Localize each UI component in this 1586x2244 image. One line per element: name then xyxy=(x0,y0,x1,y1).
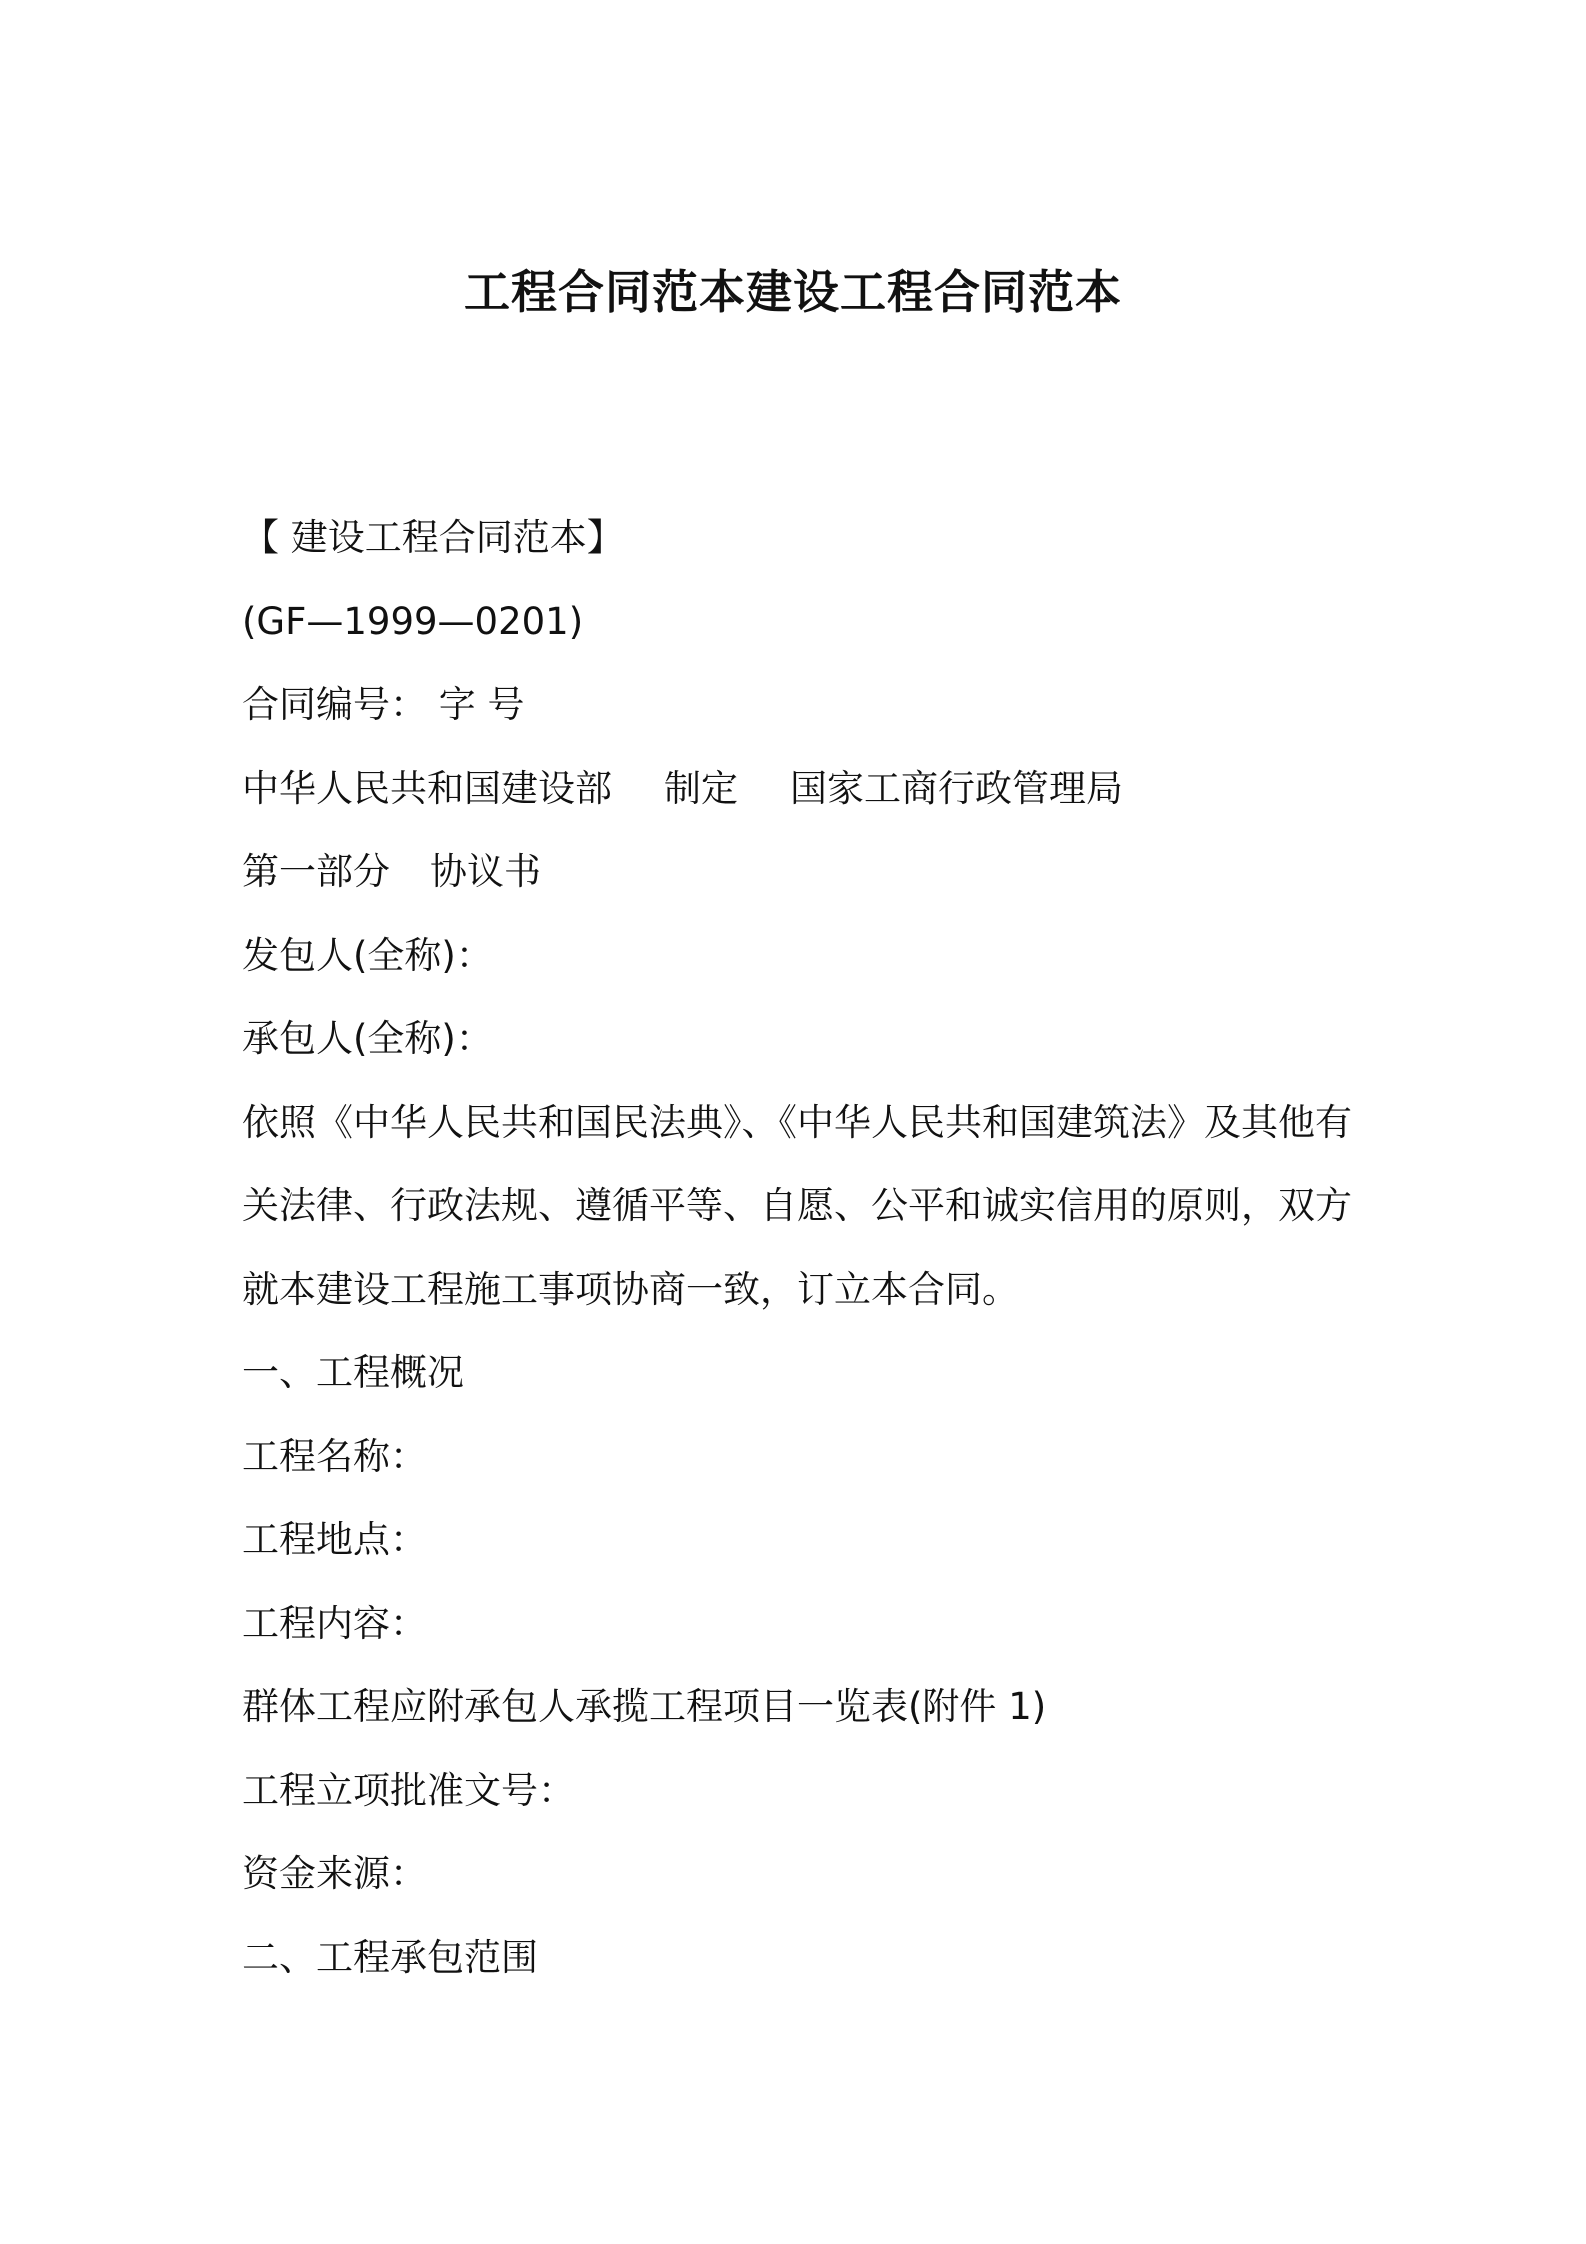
funding-source-field: 资金来源： xyxy=(242,1852,427,1895)
document-title: 工程合同范本建设工程合同范本 xyxy=(464,265,1122,319)
employer-field: 发包人(全称)： xyxy=(242,933,493,977)
group-project-note: 群体工程应附承包人承揽工程项目一览表(附件 1) xyxy=(242,1685,1047,1728)
issuer-line xyxy=(242,747,1352,831)
part-label: 第一部分 xyxy=(242,850,390,893)
project-content-field: 工程内容： xyxy=(242,1601,427,1645)
part-name: 协议书 xyxy=(430,850,541,893)
project-name-field: 工程名称： xyxy=(242,1434,427,1478)
contractor-field: 承包人(全称)： xyxy=(242,1017,493,1060)
approval-number-field: 工程立项批准文号： xyxy=(242,1768,575,1812)
document-code: (GF—1999—0201) xyxy=(242,599,584,643)
contract-number-line: 合同编号： 字 号 xyxy=(242,683,525,726)
part-one-heading xyxy=(242,830,1352,914)
project-location-field: 工程地点： xyxy=(242,1518,427,1561)
section-1-heading: 一、工程概况 xyxy=(242,1351,464,1394)
section-2-heading: 二、工程承包范围 xyxy=(242,1935,538,1979)
bracket-heading: 【 建设工程合同范本】 xyxy=(242,516,624,559)
issuer-saic: 国家工商行政管理局 xyxy=(790,766,1123,810)
document-body xyxy=(242,496,1352,1999)
issuer-action: 制定 xyxy=(664,766,738,810)
preamble-paragraph: 依照《中华人民共和国民法典》、《中华人民共和国建筑法》及其他有关法律、行政法规、遵循平等、自愿、公平和诚实信用的原则，双方就本建设工程施工事项协商一致，订立本合同。 xyxy=(242,1100,1352,1311)
issuer-ministry-of-construction: 中华人民共和国建设部 xyxy=(242,766,612,810)
